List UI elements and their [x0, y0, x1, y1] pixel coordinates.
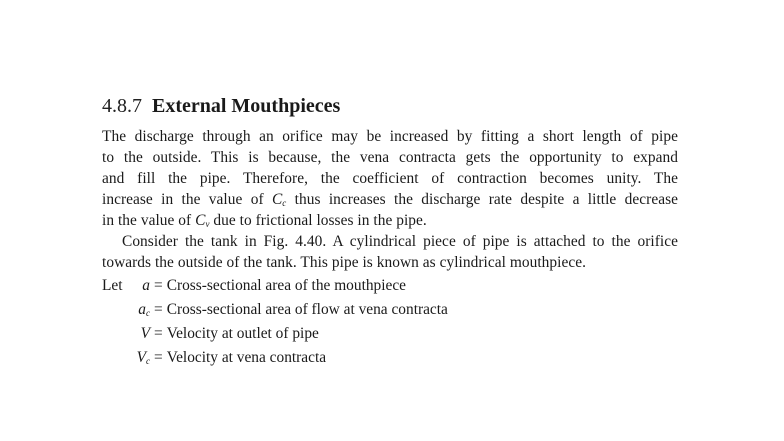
- definition-text: Cross-sectional area of flow at vena contracta: [166, 301, 448, 318]
- equals-sign: =: [154, 301, 163, 318]
- paragraph-1-line-2: to the outside. This is because, the vena contracta gets the opportunity to expand: [102, 149, 678, 166]
- symbol-letter: a: [142, 277, 150, 294]
- definition-symbol: [128, 300, 150, 323]
- definition-row: [128, 348, 326, 371]
- text-run: increase in the value of: [102, 191, 272, 208]
- definition-symbol: [128, 348, 150, 371]
- section-title: External Mouthpieces: [152, 95, 341, 117]
- symbol-subscript: c: [146, 308, 150, 318]
- let-label: Let: [102, 277, 123, 294]
- definition-row: [138, 276, 406, 299]
- equals-sign: =: [154, 349, 163, 366]
- paragraph-1-line-5: [102, 211, 678, 234]
- symbol-letter: V: [140, 325, 150, 342]
- symbol-subscript: v: [205, 219, 210, 229]
- symbol-cv: [195, 212, 209, 229]
- paragraph-2-line-2: towards the outside of the tank. This pipe is known as cylindrical mouthpiece.: [102, 254, 587, 271]
- definition-text: Velocity at outlet of pipe: [166, 325, 319, 342]
- equals-sign: =: [154, 277, 163, 294]
- paragraph-1-line-3: and fill the pipe. Therefore, the coefficient of contraction becomes unity. The: [102, 170, 678, 187]
- symbol-letter: a: [138, 301, 146, 318]
- definition-text: Velocity at vena contracta: [166, 349, 327, 366]
- definition-symbol: [138, 276, 150, 299]
- text-run: due to frictional losses in the pipe.: [209, 212, 427, 229]
- symbol-cc: [272, 191, 286, 208]
- equals-sign: =: [154, 325, 163, 342]
- definition-symbol: [131, 324, 150, 347]
- symbol-letter: C: [195, 212, 206, 229]
- text-run: in the value of: [102, 212, 196, 229]
- symbol-subscript: c: [146, 356, 150, 366]
- definition-row: [131, 324, 319, 347]
- section-heading: [102, 93, 340, 119]
- paragraph-1-line-1: The discharge through an orifice may be increased by fitting a short length of pipe: [102, 128, 678, 145]
- definition-row: [128, 300, 448, 323]
- symbol-letter: V: [136, 349, 146, 366]
- paragraph-2-line-1: Consider the tank in Fig. 4.40. A cylindrical piece of pipe is attached to the orifice: [122, 233, 678, 250]
- definition-text: Cross-sectional area of the mouthpiece: [166, 277, 407, 294]
- symbol-subscript: c: [282, 198, 287, 208]
- symbol-letter: C: [271, 191, 283, 208]
- section-number: 4.8.7: [102, 95, 142, 117]
- paragraph-1-line-4: [102, 190, 678, 213]
- text-run: thus increases the discharge rate despite a little decrease: [286, 191, 678, 208]
